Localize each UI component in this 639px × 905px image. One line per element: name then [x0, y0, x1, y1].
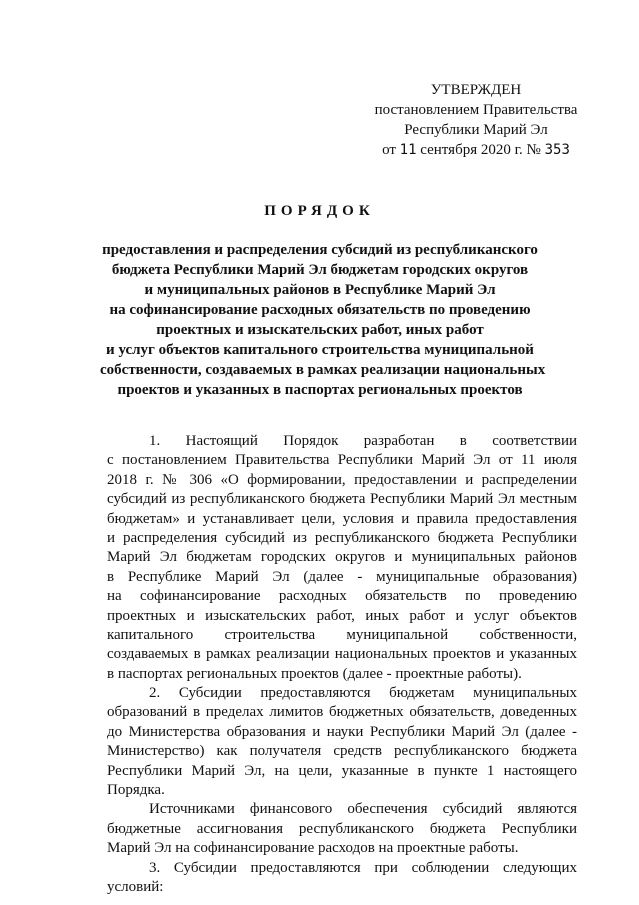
approval-date-day: 11 — [399, 142, 417, 158]
paragraph — [107, 432, 577, 684]
subtitle-line: предоставления и распределения субсидий из республиканского — [102, 242, 538, 258]
paragraph-line: в паспортах региональных проектов (далее - проектные работы). — [107, 665, 522, 682]
approval-date-line — [352, 140, 600, 160]
paragraph-line: Марий Эл на софинансирование расходов на проектные работы. — [107, 840, 519, 857]
paragraph-line: 1. Настоящий Порядок разработан в соответствии — [149, 433, 577, 449]
paragraph-line: субсидий из республиканского бюджета Республики Марий Эл местным — [107, 491, 577, 508]
paragraph — [107, 859, 577, 898]
paragraph-line: Марий Эл бюджетам городских округов и муниципальных районов — [107, 549, 577, 566]
subtitle-line: проектных и изыскательских работ, иных работ — [156, 322, 484, 338]
approval-republic-line: Республики Марий Эл — [404, 122, 548, 138]
paragraph-line: создаваемых в рамках реализации национальных проектов и указанных — [107, 646, 577, 663]
paragraph-line: Порядка. — [107, 782, 165, 799]
approval-number: 353 — [544, 142, 570, 158]
paragraph-line: Министерство) как получателя средств республиканского бюджета — [107, 743, 577, 760]
approval-decree-line: постановлением Правительства — [374, 102, 578, 118]
document-body — [107, 432, 577, 897]
paragraph-line: бюджетам» и устанавливает цели, условия и правила предоставления — [107, 510, 577, 527]
paragraph-line: с постановлением Правительства Республики Марий Эл от 11 июля — [107, 452, 577, 469]
subtitle-line: собственности, создаваемых в рамках реализации национальных — [100, 362, 546, 378]
paragraph-line: капитального строительства муниципальной собственности, — [107, 626, 577, 643]
paragraph — [107, 684, 577, 800]
approval-heading: УТВЕРЖДЕН — [430, 82, 522, 98]
paragraph-line: Источниками финансового обеспечения субсидий являются — [149, 801, 577, 818]
paragraph-line: на софинансирование расходных обязательств по проведению — [107, 588, 577, 605]
subtitle-line: и услуг объектов капитального строительства муниципальной — [106, 342, 534, 358]
paragraph-line: до Министерства образования и науки Республики Марий Эл (далее - — [107, 723, 577, 740]
paragraph-line: 2018 г. № 306 «О формировании, предоставлении и распределении — [107, 471, 577, 488]
document-title: ПОРЯДОК — [264, 203, 375, 219]
paragraph-line: 3. Субсидии предоставляются при соблюдении следующих — [149, 859, 577, 876]
paragraph-line: и распределения субсидий из республиканского бюджета Республики — [107, 529, 577, 546]
document-subtitle — [100, 240, 546, 400]
approval-stamp — [352, 80, 600, 160]
paragraph-line: условий: — [107, 878, 164, 895]
approval-date-rest: сентября 2020 г. № — [420, 142, 541, 158]
approval-date-prefix: от — [382, 142, 396, 158]
paragraph-line: бюджетные ассигнования республиканского бюджета Республики — [107, 820, 577, 837]
paragraph — [107, 800, 577, 858]
subtitle-line: и муниципальных районов в Республике Марий Эл — [144, 282, 496, 298]
paragraph-line: в Республике Марий Эл (далее - муниципальные образования) — [107, 568, 577, 585]
subtitle-line: на софинансирование расходных обязательств по проведению — [109, 302, 531, 318]
paragraph-line: 2. Субсидии предоставляются бюджетам муниципальных — [149, 685, 577, 702]
paragraph-line: Республики Марий Эл, на цели, указанные в пункте 1 настоящего — [107, 762, 577, 779]
paragraph-line: образований в пределах лимитов бюджетных обязательств, доведенных — [107, 704, 577, 721]
paragraph-line: проектных и изыскательских работ, иных работ и услуг объектов — [107, 607, 577, 624]
subtitle-line: бюджета Республики Марий Эл бюджетам городских округов — [111, 262, 529, 278]
subtitle-line: проектов и указанных в паспортах региональных проектов — [117, 382, 523, 398]
